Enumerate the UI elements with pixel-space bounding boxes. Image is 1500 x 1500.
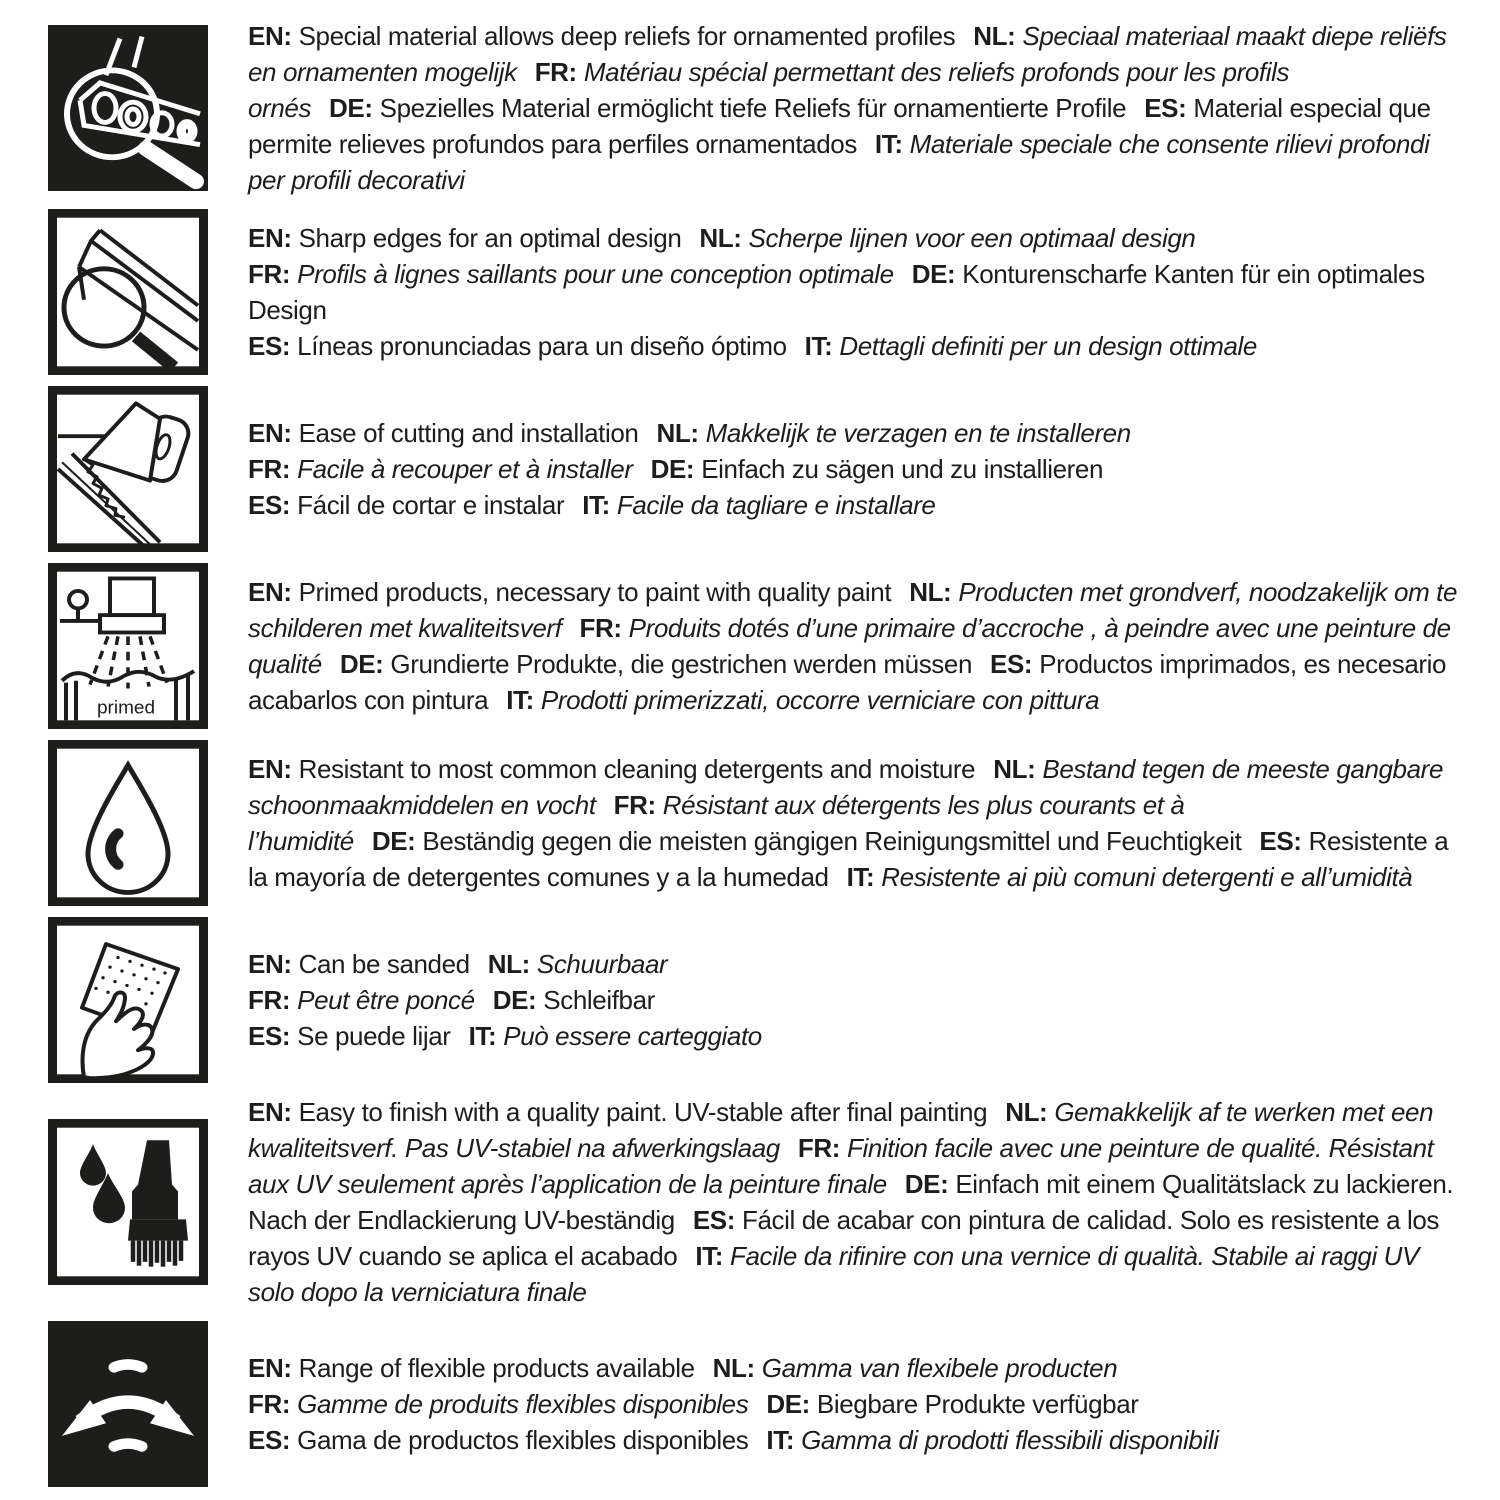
feature-text-nl: Gamma van flexibele producten bbox=[761, 1353, 1118, 1383]
lang-label-fr: FR: bbox=[579, 613, 622, 643]
description-line bbox=[248, 256, 1470, 328]
description-line bbox=[248, 1018, 780, 1054]
feature-text-it: Facile da tagliare e installare bbox=[616, 490, 936, 520]
lang-label-it: IT: bbox=[846, 862, 875, 892]
feature-text-en: Sharp edges for an optimal design bbox=[298, 223, 682, 253]
lang-label-de: DE: bbox=[371, 826, 416, 856]
feature-text-fr: Gamme de produits flexibles disponibles bbox=[297, 1389, 749, 1419]
lang-label-nl: NL: bbox=[699, 223, 742, 253]
sharp-edges-magnifier-icon bbox=[48, 209, 208, 375]
feature-row bbox=[48, 1321, 1470, 1487]
feature-description bbox=[248, 18, 1470, 198]
feature-text-fr: Peut être poncé bbox=[297, 985, 475, 1015]
description-line bbox=[248, 415, 1149, 451]
lang-label-fr: FR: bbox=[248, 259, 291, 289]
feature-text-de: Spezielles Material ermöglicht tiefe Reliefs für ornamentierte Profile bbox=[379, 93, 1127, 123]
description-line bbox=[248, 1350, 1237, 1386]
feature-text-de: Einfach mit einem Qualitätslack zu lackieren. Nach der Endlackierung UV-beständig bbox=[248, 1169, 1454, 1235]
feature-text-es: Material especial que permite relieves profundos para perfiles ornamentados bbox=[248, 93, 1431, 159]
feature-row bbox=[48, 563, 1470, 729]
primed-label: primed bbox=[96, 696, 156, 718]
lang-label-en: EN: bbox=[248, 223, 292, 253]
lang-label-fr: FR: bbox=[248, 454, 291, 484]
feature-text-it: Materiale speciale che consente rilievi profondi per profili decorativi bbox=[248, 129, 1430, 195]
description-line bbox=[248, 574, 1470, 718]
feature-description bbox=[248, 1350, 1237, 1458]
description-line bbox=[248, 982, 780, 1018]
feature-text-nl: Speciaal materiaal maakt diepe reliëfs en ornamenten mogelijk bbox=[248, 21, 1447, 87]
lang-label-es: ES: bbox=[248, 1425, 291, 1455]
feature-row bbox=[48, 1094, 1470, 1310]
description-line bbox=[248, 220, 1470, 256]
feature-text-de: Einfach zu sägen und zu installieren bbox=[701, 454, 1104, 484]
feature-text-fr: Produits dotés d’une primaire d’accroche , à peindre avec une peinture de qualité bbox=[248, 613, 1451, 679]
lang-label-fr: FR: bbox=[613, 790, 656, 820]
flexible-arrow-icon bbox=[48, 1321, 208, 1487]
feature-text-en: Resistant to most common cleaning detergents and moisture bbox=[298, 754, 976, 784]
lang-label-fr: FR: bbox=[534, 57, 577, 87]
lang-label-nl: NL: bbox=[487, 949, 530, 979]
feature-row bbox=[48, 740, 1470, 906]
feature-text-de: Konturenscharfe Kanten für ein optimales Design bbox=[248, 259, 1425, 325]
feature-text-en: Special material allows deep reliefs for ornamented profiles bbox=[298, 21, 956, 51]
description-line bbox=[248, 1422, 1237, 1458]
lang-label-es: ES: bbox=[248, 1021, 291, 1051]
feature-text-es: Se puede lijar bbox=[297, 1021, 451, 1051]
lang-label-fr: FR: bbox=[248, 985, 291, 1015]
lang-label-de: DE: bbox=[492, 985, 537, 1015]
feature-text-nl: Makkelijk te verzagen en te installeren bbox=[705, 418, 1131, 448]
lang-label-es: ES: bbox=[1259, 826, 1302, 856]
feature-row bbox=[48, 917, 1470, 1083]
feature-text-fr: Matériau spécial permettant des reliefs profonds pour les profils ornés bbox=[248, 57, 1290, 123]
lang-label-en: EN: bbox=[248, 1353, 292, 1383]
feature-text-es: Gama de productos flexibles disponibles bbox=[297, 1425, 749, 1455]
lang-label-it: IT: bbox=[468, 1021, 497, 1051]
feature-text-nl: Bestand tegen de meeste gangbare schoonmaakmiddelen en vocht bbox=[248, 754, 1443, 820]
lang-label-en: EN: bbox=[248, 949, 292, 979]
description-line bbox=[248, 751, 1470, 895]
lang-label-en: EN: bbox=[248, 418, 292, 448]
feature-text-en: Ease of cutting and installation bbox=[298, 418, 639, 448]
feature-text-es: Líneas pronunciadas para un diseño óptimo bbox=[297, 331, 787, 361]
lang-label-it: IT: bbox=[874, 129, 903, 159]
feature-rows bbox=[48, 18, 1470, 1487]
feature-description bbox=[248, 751, 1470, 895]
lang-label-de: DE: bbox=[329, 93, 373, 123]
lang-label-de: DE: bbox=[339, 649, 384, 679]
feature-text-it: Facile da rifinire con una vernice di qualità. Stabile ai raggi UV solo dopo la verniciatura finale bbox=[248, 1241, 1419, 1307]
feature-text-it: Gamma di prodotti flessibili disponibili bbox=[801, 1425, 1219, 1455]
feature-text-de: Schleifbar bbox=[543, 985, 655, 1015]
saw-cutting-icon bbox=[48, 386, 208, 552]
lang-label-it: IT: bbox=[506, 685, 534, 715]
description-line bbox=[248, 451, 1149, 487]
lang-label-it: IT: bbox=[695, 1241, 724, 1271]
feature-description bbox=[248, 1094, 1470, 1310]
sanding-hand-icon bbox=[48, 917, 208, 1083]
feature-text-fr: Résistant aux détergents les plus courants et à l’humidité bbox=[248, 790, 1185, 856]
lang-label-it: IT: bbox=[582, 490, 610, 520]
feature-text-en: Can be sanded bbox=[298, 949, 470, 979]
feature-text-fr: Profils à lignes saillants pour une conception optimale bbox=[297, 259, 894, 289]
feature-text-it: Dettagli definiti per un design ottimale bbox=[839, 331, 1257, 361]
deep-relief-magnifier-icon bbox=[48, 25, 208, 191]
lang-label-it: IT: bbox=[766, 1425, 795, 1455]
description-line bbox=[248, 1094, 1470, 1310]
lang-label-fr: FR: bbox=[248, 1389, 291, 1419]
feature-description bbox=[248, 415, 1149, 523]
lang-label-es: ES: bbox=[248, 490, 291, 520]
lang-label-es: ES: bbox=[1144, 93, 1187, 123]
lang-label-es: ES: bbox=[692, 1205, 735, 1235]
feature-row bbox=[48, 386, 1470, 552]
feature-text-es: Fácil de cortar e instalar bbox=[297, 490, 565, 520]
feature-text-es: Productos imprimados, es necesario acabarlos con pintura bbox=[248, 649, 1447, 715]
feature-text-de: Grundierte Produkte, die gestrichen werden müssen bbox=[390, 649, 973, 679]
feature-description bbox=[248, 220, 1470, 364]
lang-label-en: EN: bbox=[248, 577, 292, 607]
lang-label-nl: NL: bbox=[993, 754, 1036, 784]
feature-text-de: Beständig gegen die meisten gängigen Reinigungsmittel und Feuchtigkeit bbox=[422, 826, 1242, 856]
lang-label-nl: NL: bbox=[909, 577, 952, 607]
description-line bbox=[248, 946, 780, 982]
feature-text-it: Resistente ai più comuni detergenti e all’umidità bbox=[881, 862, 1413, 892]
lang-label-nl: NL: bbox=[712, 1353, 755, 1383]
paint-brush-drops-icon bbox=[48, 1119, 208, 1285]
feature-text-es: Fácil de acabar con pintura de calidad. Solo es resistente a los rayos UV cuando se aplica el acabado bbox=[248, 1205, 1440, 1271]
feature-text-nl: Gemakkelijk af te werken met een kwaliteitsverf. Pas UV-stabiel na afwerkingslaag bbox=[248, 1097, 1434, 1163]
lang-label-de: DE: bbox=[650, 454, 695, 484]
feature-text-fr: Finition facile avec une peinture de qualité. Résistant aux UV seulement après l’application de la peinture finale bbox=[248, 1133, 1434, 1199]
description-line bbox=[248, 1386, 1237, 1422]
primer-spray-icon bbox=[48, 563, 208, 729]
feature-text-fr: Facile à recouper et à installer bbox=[297, 454, 633, 484]
lang-label-es: ES: bbox=[248, 331, 291, 361]
feature-text-it: Può essere carteggiato bbox=[503, 1021, 762, 1051]
lang-label-de: DE: bbox=[904, 1169, 949, 1199]
feature-description bbox=[248, 574, 1470, 718]
lang-label-de: DE: bbox=[766, 1389, 810, 1419]
lang-label-en: EN: bbox=[248, 21, 292, 51]
lang-label-nl: NL: bbox=[1005, 1097, 1048, 1127]
lang-label-fr: FR: bbox=[797, 1133, 840, 1163]
description-line bbox=[248, 328, 1470, 364]
lang-label-nl: NL: bbox=[656, 418, 699, 448]
description-line bbox=[248, 487, 1149, 523]
feature-text-nl: Schuurbaar bbox=[536, 949, 668, 979]
lang-label-es: ES: bbox=[990, 649, 1033, 679]
feature-text-en: Easy to finish with a quality paint. UV-stable after final painting bbox=[298, 1097, 988, 1127]
lang-label-en: EN: bbox=[248, 754, 292, 784]
lang-label-de: DE: bbox=[911, 259, 956, 289]
feature-description bbox=[248, 946, 780, 1054]
feature-text-de: Biegbare Produkte verfügbar bbox=[816, 1389, 1139, 1419]
feature-text-it: Prodotti primerizzati, occorre verniciare con pittura bbox=[540, 685, 1100, 715]
lang-label-en: EN: bbox=[248, 1097, 292, 1127]
feature-row bbox=[48, 209, 1470, 375]
feature-text-en: Range of flexible products available bbox=[298, 1353, 695, 1383]
feature-text-nl: Producten met grondverf, noodzakelijk om te schilderen met kwaliteitsverf bbox=[248, 577, 1458, 643]
lang-label-nl: NL: bbox=[973, 21, 1016, 51]
moisture-droplet-icon bbox=[48, 740, 208, 906]
lang-label-it: IT: bbox=[804, 331, 833, 361]
feature-text-es: Resistente a la mayoría de detergentes comunes y a la humedad bbox=[248, 826, 1449, 892]
feature-row bbox=[48, 18, 1470, 198]
description-line bbox=[248, 18, 1470, 198]
feature-text-nl: Scherpe lijnen voor een optimaal design bbox=[748, 223, 1196, 253]
feature-text-en: Primed products, necessary to paint with quality paint bbox=[298, 577, 892, 607]
